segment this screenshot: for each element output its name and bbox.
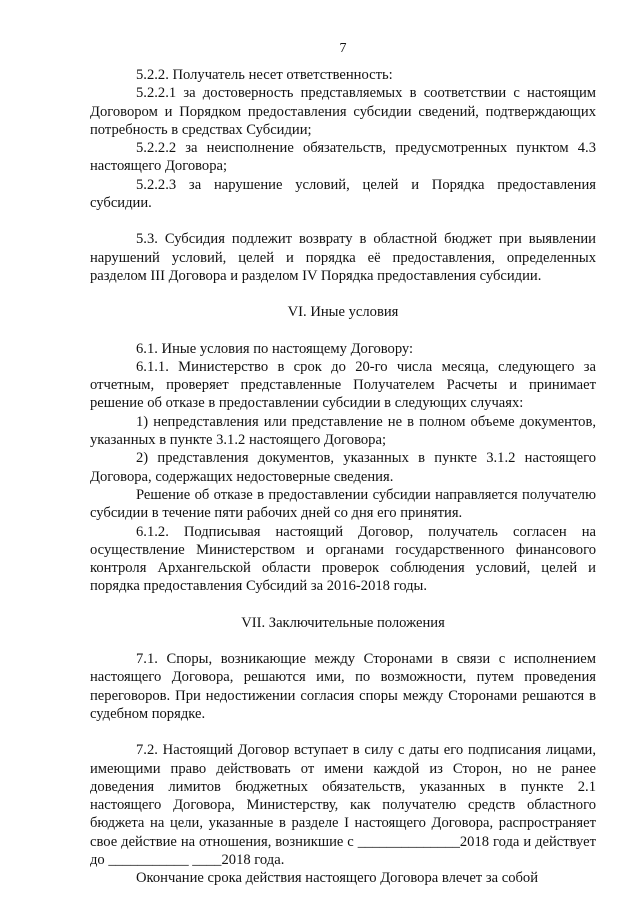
paragraph-final: Окончание срока действия настоящего Договора влечет за собой [136,870,539,887]
paragraph-7-1: 7.1. Споры, возникающие между Сторонами в связи с исполнением настоящего Договора, решаются ими, по возможности, путем проведения переговоров. При недостижении согласия споры между Сторонами решаются в судебном порядке. [90,651,596,722]
paragraph-7-2: 7.2. Настоящий Договор вступает в силу с даты его подписания лицами, имеющими право действовать от имени каждой из Сторон, но не ранее доведения лимитов бюджетных обязательств, указанных в пункте 2.1 настоящего Договора, Министерству, как получателю средств областного бюджета на цели, указанные в разделе I настоящего Договора, распространяет свое действие на отношения, возникшие с ______________2018 года и действует до ___________ ____2018 года. [90,742,596,868]
paragraph-5-2-2-1: 5.2.2.1 за достоверность представляемых в соответствии с настоящим Договором и Порядком предоставления субсидии сведений, подтверждающих потребность в средствах Субсидии; [90,85,596,138]
section-7-heading: VII. Заключительные положения [241,614,445,631]
paragraph-6-1-1-item-2: 2) представления документов, указанных в пункте 3.1.2 настоящего Договора, содержащих недостоверные сведения. [90,450,596,485]
paragraph-refusal-notice: Решение об отказе в предоставлении субсидии направляется получателю субсидии в течение пяти рабочих дней со дня его принятия. [90,486,596,522]
paragraph-6-1: 6.1. Иные условия по настоящему Договору: [136,340,414,357]
paragraph-5-2-2: 5.2.2. Получатель несет ответственность: [136,67,393,83]
paragraph-5-2-2-3: 5.2.2.3 за нарушение условий, целей и Порядка предоставления субсидии. [90,176,596,212]
paragraph-5-2-2-2: 5.2.2.2 за неисполнение обязательств, предусмотренных пунктом 4.3 настоящего Договора; [90,140,596,175]
paragraph-6-1-2: 6.1.2. Подписывая настоящий Договор, получатель согласен на осуществление Министерством и органами государственного финансового контроля Архангельской области проверок соблюдения условий, целей и порядка предоставления Субсидий за 2016-2018 годы. [90,523,596,595]
page-number: 7 [339,41,347,56]
paragraph-6-1-1: 6.1.1. Министерство в срок до 20-го числа месяца, следующего за отчетным, проверяет представленные Получателем Расчеты и принимает решение об отказе в предоставлении субсидии в следующих случаях: [90,358,596,412]
section-6-heading: VI. Иные условия [287,304,399,321]
paragraph-6-1-1-item-1: 1) непредставления или представление не в полном объеме документов, указанных в пункте 3.1.2 настоящего Договора; [90,413,596,449]
document-body [90,66,596,888]
paragraph-5-3: 5.3. Субсидия подлежит возврату в областной бюджет при выявлении нарушений условий, целей и порядка её предоставления, определенных разделом III Договора и разделом IV Порядка предоставления субсидии. [90,231,596,284]
